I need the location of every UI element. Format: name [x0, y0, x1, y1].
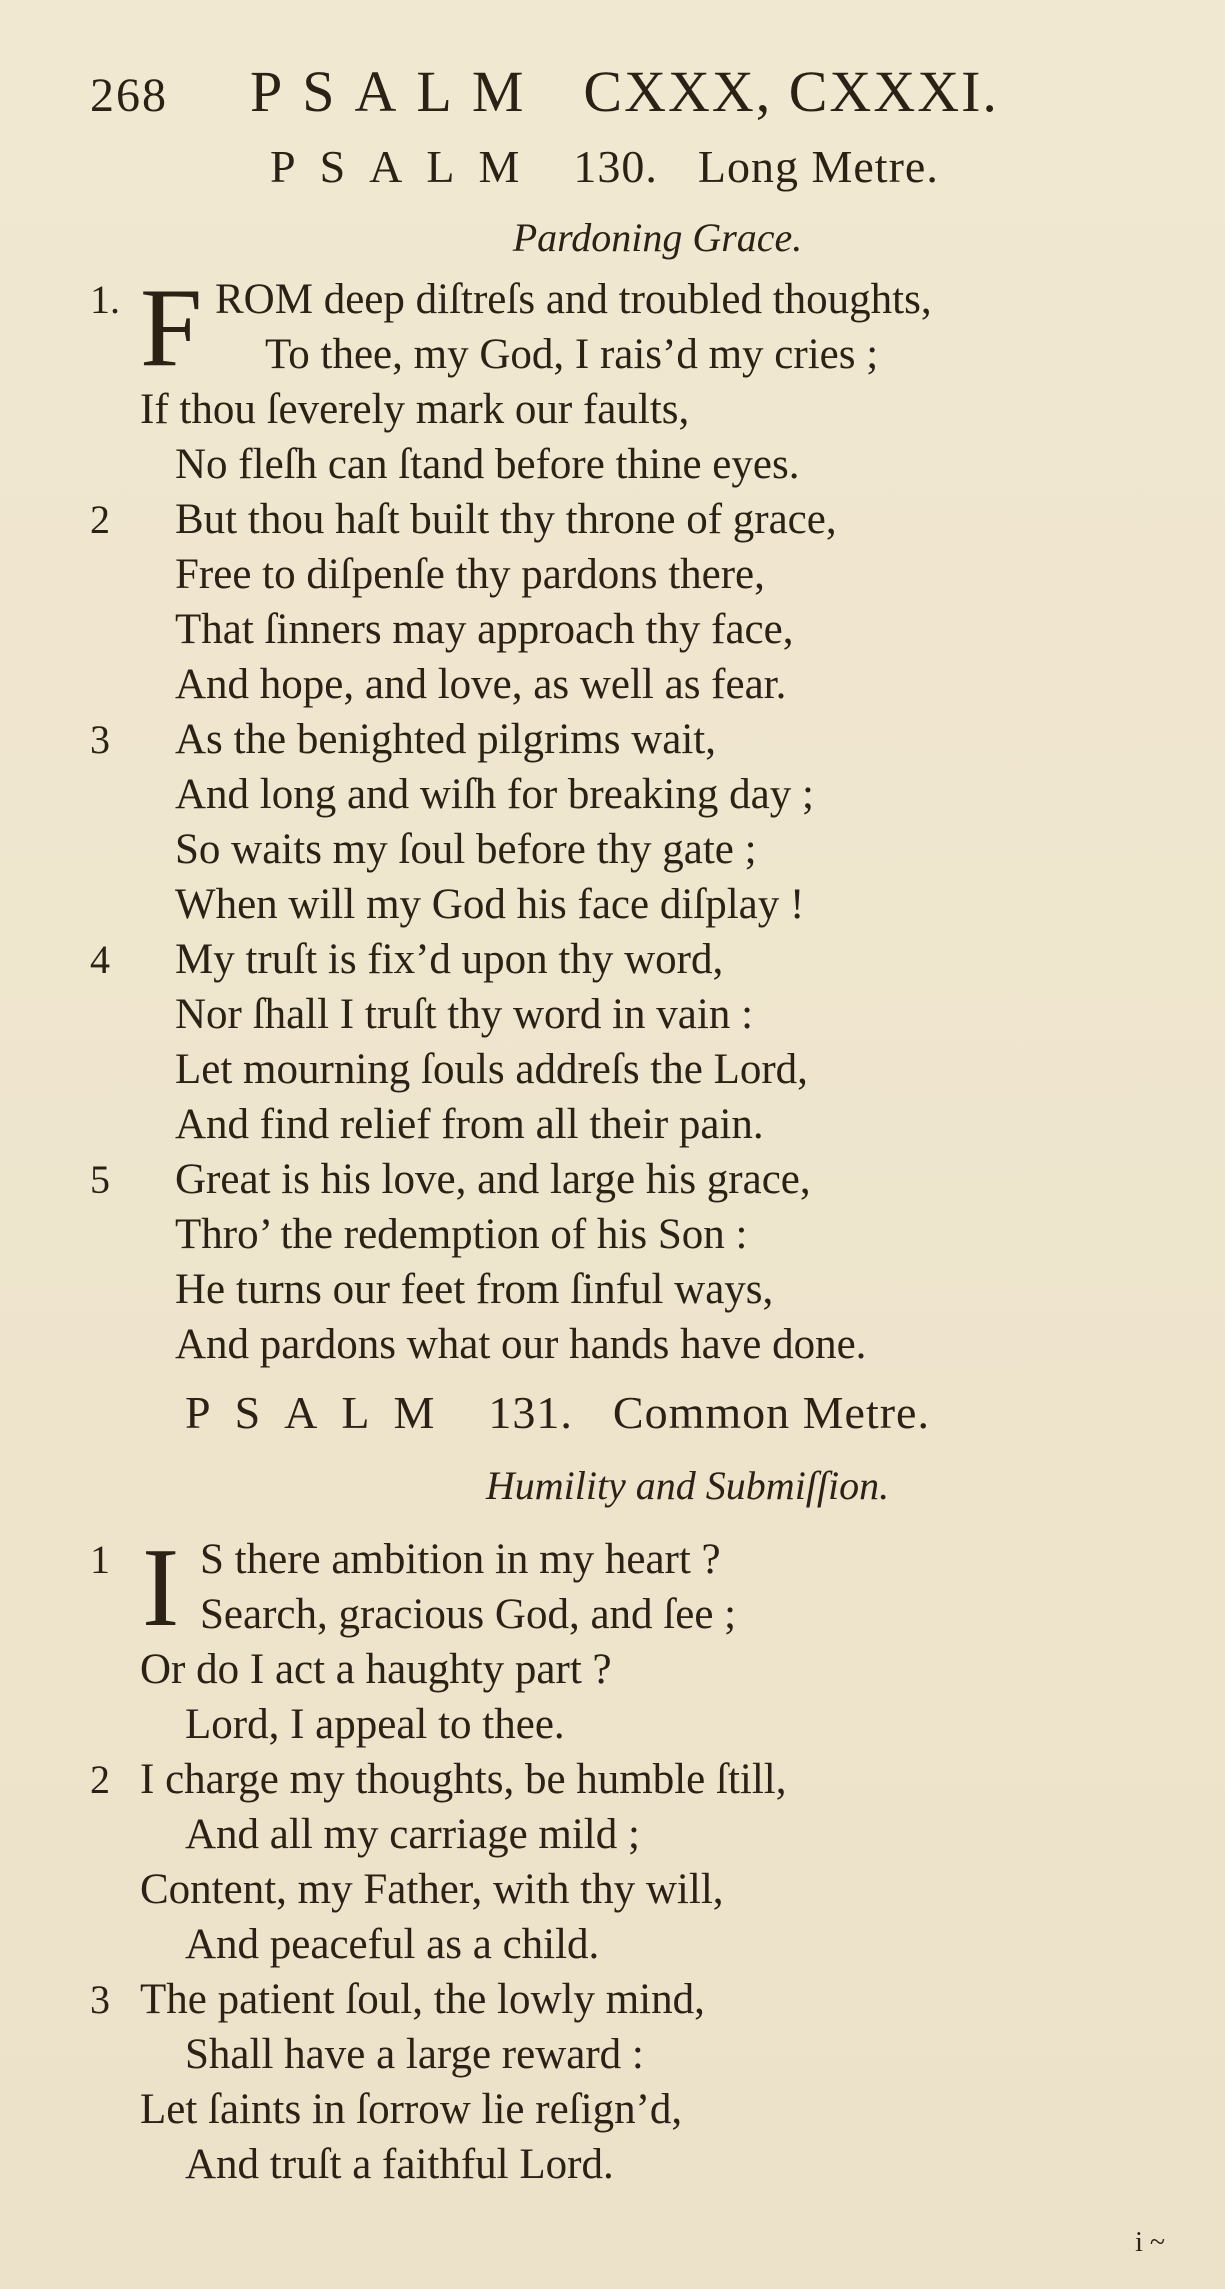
verse-line: And find relief from all their pain. [175, 1101, 764, 1148]
psalm-130-verse-5 [90, 1152, 1165, 1372]
psalm-131-heading [185, 1386, 1165, 1462]
verse-number: 4 [90, 937, 110, 982]
verse-line: No fleſh can ſtand before thine eyes. [175, 441, 800, 488]
verse-line: To thee, my God, I rais’d my cries ; [265, 331, 879, 378]
verse-line: And peaceful as a child. [185, 1921, 600, 1968]
psalm-130-verse-1 [90, 266, 1165, 492]
verse-number: 3 [90, 717, 110, 762]
verse-line: The patient ſoul, the lowly mind, [140, 1976, 705, 2023]
running-head-word: PSALM [250, 59, 544, 124]
verse-number: 1. [90, 277, 120, 322]
psalm-131-verse-2 [90, 1752, 1165, 1972]
verse-line: Or do I act a haughty part ? [140, 1646, 612, 1693]
printer-mark: i ~ [1135, 2227, 1165, 2258]
psalm-word: PSALM [185, 1387, 459, 1438]
psalm-130-verse-2 [90, 492, 1165, 712]
verse-line: Shall have a large reward : [185, 2031, 644, 2078]
running-head-numerals: CXXX, CXXXI. [583, 59, 999, 124]
page-number: 268 [90, 69, 168, 122]
verse-line: When will my God his face diſplay ! [175, 881, 805, 928]
psalm-number: 130. [573, 141, 658, 192]
psalm-131-verse-3 [90, 1972, 1165, 2192]
verse-number: 2 [90, 497, 110, 542]
verse-line: ROM deep diſtreſs and troubled thoughts, [215, 276, 932, 323]
verse-line: So waits my ſoul before thy gate ; [175, 826, 757, 873]
verse-line: Nor ſhall I truſt thy word in vain : [175, 991, 754, 1038]
psalm-metre: Long Metre. [697, 141, 939, 192]
verse-line: S there ambition in my heart ? [200, 1536, 721, 1583]
psalm-metre: Common Metre. [612, 1387, 930, 1438]
verse-line: That ſinners may approach thy face, [175, 606, 794, 653]
running-head [90, 58, 1165, 140]
verse-line: Great is his love, and large his grace, [175, 1156, 811, 1203]
verse-line: Free to diſpenſe thy pardons there, [175, 551, 765, 598]
psalm-131-body [90, 1526, 1165, 2192]
drop-cap: F [140, 266, 203, 390]
verse-line: Let ſaints in ſorrow lie reſign’d, [140, 2086, 683, 2133]
psalm-130-verse-4 [90, 932, 1165, 1152]
verse-number: 5 [90, 1157, 110, 1202]
verse-line: Lord, I appeal to thee. [185, 1701, 565, 1748]
psalm-130-subtitle: Pardoning Grace. [512, 215, 803, 260]
verse-line: If thou ſeverely mark our faults, [140, 386, 690, 433]
verse-line: As the benighted pilgrims wait, [175, 716, 717, 763]
verse-line: And long and wiſh for breaking day ; [175, 771, 814, 818]
verse-number: 2 [90, 1757, 110, 1802]
verse-line: And truſt a faithful Lord. [185, 2141, 614, 2188]
psalm-word: PSALM [270, 141, 544, 192]
verse-line: Thro’ the redemption of his Son : [175, 1211, 748, 1258]
verse-line: But thou haſt built thy throne of grace, [175, 496, 837, 543]
verse-line: And hope, and love, as well as fear. [175, 661, 787, 708]
verse-line: Content, my Father, with thy will, [140, 1866, 724, 1913]
verse-line: My truſt is fix’d upon thy word, [175, 936, 724, 983]
psalm-131-verse-1 [90, 1526, 1165, 1752]
psalm-131-subtitle: Humility and Submiſſion. [485, 1463, 890, 1508]
verse-line: And pardons what our hands have done. [175, 1321, 867, 1368]
psalm-130-heading [270, 140, 1165, 214]
verse-number: 3 [90, 1977, 110, 2022]
drop-cap: I [142, 1526, 180, 1650]
verse-line: And all my carriage mild ; [185, 1811, 640, 1858]
verse-line: I charge my thoughts, be humble ſtill, [140, 1756, 787, 1803]
verse-line: He turns our feet from ſinful ways, [175, 1266, 774, 1313]
verse-line: Let mourning ſouls addreſs the Lord, [175, 1046, 808, 1093]
psalm-130-verse-3 [90, 712, 1165, 932]
verse-line: Search, gracious God, and ſee ; [200, 1591, 737, 1638]
verse-number: 1 [90, 1537, 110, 1582]
psalm-number: 131. [488, 1387, 573, 1438]
